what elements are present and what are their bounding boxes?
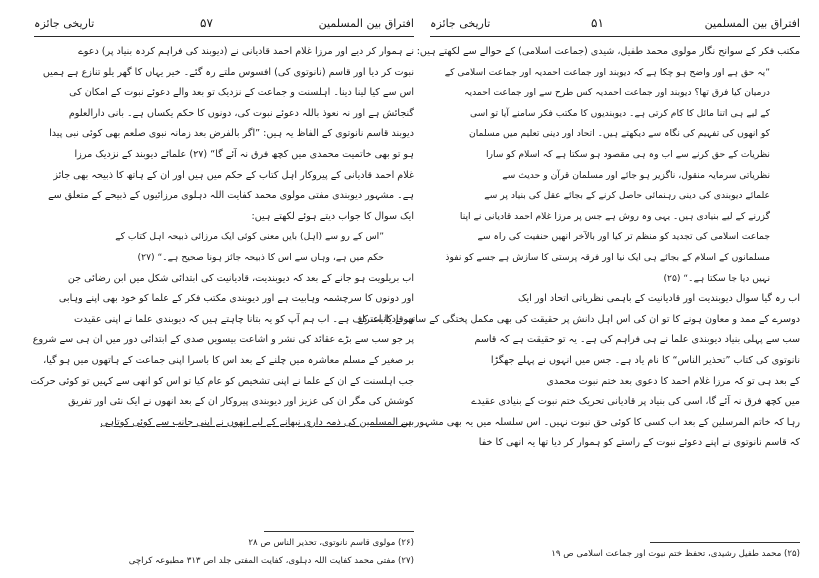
right-header-section: تاریخی جائزہ bbox=[430, 16, 491, 30]
text-line: مکتب فکر کے سوانح نگار مولوی محمد طفیل، شیدی (جماعت اسلامی) کے حوالے سے لکھتے ہیں: bbox=[416, 46, 800, 57]
block-quote-line: علمائے دیوبندی کی دینی رہنمائی حاصل کرنے کے بجائے عقل کی بنیاد پر سے bbox=[484, 190, 770, 202]
text-line: پر جو سب سے بڑے عقائد کی نشر و اشاعت بیسویں صدی کے ابتدائی دور میں ان ہی سے شروع bbox=[32, 334, 414, 346]
block-quote-line: کے لیے ہی اتنا مائل کا کام کرتی ہے۔ دیوبندیوں کا مکتب فکر سامنے آیا تو اسی bbox=[469, 107, 770, 119]
left-page-header bbox=[34, 10, 414, 37]
text-line: سب سے پہلی بنیاد دیوبندی علما نے ہی فراہم کی ہے۔ یہ تو حقیقت ہے کہ قاسم bbox=[474, 334, 800, 346]
text-line: میں کچھ فرق نہ آئے گا، اسی کی بنیاد پر قادیانی تحریک ختم نبوت کے بنیادی عقیدے bbox=[471, 396, 800, 408]
footnote-rule bbox=[264, 531, 414, 532]
left-page bbox=[30, 10, 414, 572]
text-line: ہونے کا اعتراف ہے۔ اب ہم آپ کو یہ بتانا چاہتے ہیں کہ دیوبندی علما نے اپنی عقیدت bbox=[74, 313, 414, 325]
text-line: کوشش کی مگر ان کی عزیز اور دیوبندی پیروکار ان کے بعد انھوں نے ایک نئی اور تفریق bbox=[68, 396, 414, 408]
text-line: بین المسلمین کی ذمہ داری نبھانے کے لیے انھوں نے اپنی جانب سے کوئی کوتاہی bbox=[100, 416, 414, 428]
left-header-book-title: افتراق بین المسلمین bbox=[318, 16, 414, 30]
right-page-number: ۵۱ bbox=[591, 16, 604, 30]
block-quote-line: گزرنے کے لیے بنیادی ہیں۔ یہی وہ روش ہے جس پر مرزا غلام احمد قادیانی نے اپنا bbox=[459, 210, 770, 222]
text-line: اور دونوں کا سرچشمہ وہابیت ہے اور دیوبندی مکتب فکر کے علما کو خود بھی اپنے وہابی bbox=[58, 293, 414, 305]
block-quote-line: کو انھوں کی تفہیم کی نگاہ سے دیکھتے ہیں۔ اتحاد اور دینی تعلیم میں مسلمان bbox=[469, 128, 770, 140]
text-line: گنجائش ہے اور نہ نعوذ باللہ دعوئے نبوت کی، دونوں کا حکم یکساں ہے۔ بانی دارالعلوم bbox=[68, 107, 414, 119]
block-quote-line: حکم میں ہے، وہاں سے اس کا ذبیحہ جائز ہونا صحیح ہے۔“ (۲۷) bbox=[137, 251, 384, 263]
text-line: ہے۔ مشہور دیوبندی مفتی مولوی محمد کفایت اللہ دہلوی مرزائیوں کے ذبیحے کے متعلق سے bbox=[48, 190, 414, 202]
text-line: ایک سوال کا جواب دیتے ہوئے لکھتے ہیں: bbox=[251, 210, 414, 222]
text-line: ہو تو بھی خاتمیت محمدی میں کچھ فرق نہ آئے گا“ (۲۷) علمائے دیوبند کے نزدیک مرزا bbox=[74, 148, 414, 160]
block-quote-line: درمیان کیا فرق تھا؟ دیوبند اور جماعت احمدیہ کس طرح سے اور جماعت احمدیہ bbox=[464, 87, 770, 99]
text-line: کہ قاسم نانوتوی نے اپنے دعوئے نبوت کے راستے کو ہموار کر دیا تھا یہ انھی کا خفا bbox=[478, 437, 800, 449]
text-line: نبوت کر دیا اور قاسم (نانوتوی کی) افسوس ملتے رہ گئے۔ خیر یہاں کا گھر یلو تنازع ہے ہمیں bbox=[42, 66, 414, 78]
right-page-header bbox=[430, 10, 800, 37]
right-body-text bbox=[357, 42, 800, 454]
text-line: نے ہموار کر دیے اور مرزا غلام احمد قادیانی نے (دیوبند کی فراہم کردہ بنیاد پر) دعوے bbox=[78, 46, 414, 57]
footnote: (۲۶) مولوی قاسم نانوتوی، تحذیر الناس ص ۲۸ bbox=[248, 538, 414, 548]
text-line: جب اہلسنت کے ان کے علما نے اپنی تشخیص کو عام کیا تو اس کو انھی سے کہیں تو کوئی حرکت bbox=[30, 375, 414, 387]
block-quote-line: نظریاتی سرمایہ منقول، ناگزیر ہو جائے اور مسلمان قرآن و حدیث سے bbox=[502, 169, 770, 181]
text-line: نانوتوی کی کتاب ”تحذیر الناس“ کا نام یاد ہے۔ جس میں انہوں نے پہلے جھگڑا bbox=[490, 354, 800, 366]
text-line: بر صغیر کے مسلم معاشرہ میں چلنے کے بعد اس کا باسرا اپنی جماعت کے ہاتھوں میں ہو گیا، bbox=[43, 354, 414, 366]
left-header-section: تاریخی جائزہ bbox=[34, 16, 95, 30]
left-page-number: ۵۷ bbox=[200, 16, 213, 30]
block-quote-line: مسلمانوں کے اسلام کے بجائے ہی ایک نیا اور فرقہ پرستی کا سازش ہے جسے کو نفوذ bbox=[445, 251, 770, 263]
right-header-book-title: افتراق بین المسلمین bbox=[704, 16, 800, 30]
footnote: (۲۵) محمد طفیل رشیدی، تحفظ ختم نبوت اور جماعت اسلامی ص ۱۹ bbox=[551, 549, 800, 559]
right-footnotes bbox=[430, 545, 800, 563]
text-line: دیوبند قاسم نانوتوی کے الفاظ یہ ہیں: ”اگر بالفرض بعد زمانہ نبوی صلعم بھی کوئی نبی پیدا bbox=[49, 128, 414, 140]
text-line: رہا کہ خاتم المرسلین کے بعد اب کسی کا کوئی حق نبوت نہیں۔ اس سلسلہ میں یہ بھی مشہور ہے bbox=[400, 416, 800, 428]
footnote: (۲۷) مفتی محمد کفایت اللہ دہلوی، کفایت المفتی جلد اص ۳۱۳ مطبوعہ کراچی bbox=[128, 556, 414, 566]
block-quote-line: جماعت اسلامی کی تجدید کو منظم تر کیا اور بالآخر انھیں حنفیت کی راہ سے bbox=[477, 231, 770, 243]
text-line: اب بریلویت ہو جانے کے بعد کہ دیوبندیت، قادیانیت کی ابتدائی شکل میں ابن رضائی جن bbox=[67, 272, 414, 284]
block-quote-line: نظریات کے حق کرنے سے اب وہ ہی مقصود ہو سکتا ہے کہ اسلام کو سارا bbox=[485, 148, 770, 160]
block-quote-line: ”اس کے رو سے (اہل) بایں معنی کوئی ایک مرزائی ذبیحہ اہل کتاب کے bbox=[115, 231, 384, 243]
text-line: اب رہ گیا سوال دیوبندیت اور قادیانیت کے باہمی نظریاتی اتحاد اور ایک bbox=[517, 293, 800, 305]
text-line: کے بعد ہی تو کہ مرزا غلام احمد کا دعوی بعد ختم نبوت محمدی bbox=[546, 375, 800, 387]
right-page bbox=[357, 10, 800, 572]
footnote-rule bbox=[650, 542, 800, 543]
block-quote-line: نہیں دیا جا سکتا ہے۔“ (۲۵) bbox=[663, 272, 770, 284]
text-line: غلام احمد قادیانی کے پیروکار اہل کتاب کے حکم میں ہیں اور ان کے ہاتھ کا ذبیحہ بھی جائز bbox=[53, 169, 414, 181]
left-footnotes bbox=[34, 534, 414, 570]
text-line: دوسرے کے ممد و معاون ہونے کا تو ان کی اس اہل دانش پر حقیقت کی بھی مکمل پختگی کے ساتھ قادیانیت کے bbox=[357, 313, 800, 325]
left-body-text bbox=[30, 42, 414, 433]
text-line: اس سے کیا لینا دینا۔ اہلسنت و جماعت کے نزدیک تو بعد والے دعوئے نبوت کے امکان کی bbox=[69, 87, 414, 99]
block-quote-line: ”یہ حق ہے اور واضح ہو چکا ہے کہ دیوبند اور جماعت احمدیہ اور جماعت اسلامی کے bbox=[444, 66, 770, 78]
